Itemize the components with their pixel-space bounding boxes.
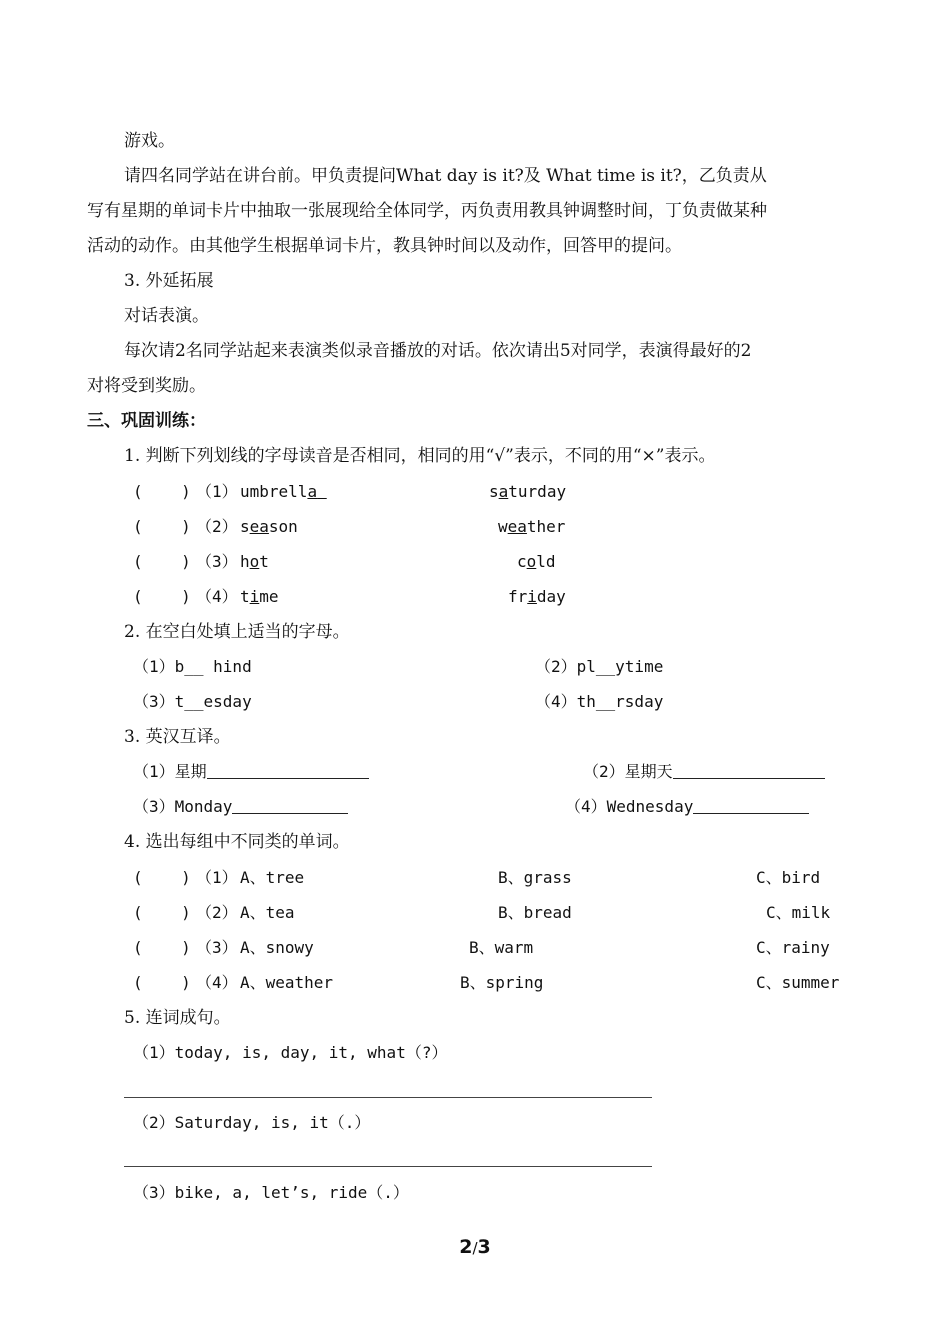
question-title: 2. 在空白处填上适当的字母。 — [124, 622, 350, 642]
paragraph-line: 写有星期的单词卡片中抽取一张展现给全体同学，丙负责用教具钟调整时间，丁负责做某种 — [87, 201, 767, 221]
question-title: 3. 英汉互译。 — [124, 727, 231, 747]
paragraph-line: 活动的动作。由其他学生根据单词卡片，教具钟时间以及动作，回答甲的提问。 — [87, 236, 682, 256]
option-c: C、milk — [766, 903, 831, 922]
paragraph-line: 对将受到奖励。 — [87, 376, 206, 396]
fill-item: （2）pl__ytime — [535, 657, 664, 676]
question-title: 5. 连词成句。 — [124, 1008, 231, 1028]
sentence-item: （2）Saturday, is, it（.） — [133, 1113, 371, 1132]
paragraph-line: 对话表演。 — [124, 306, 209, 326]
word-b: weather — [498, 517, 566, 536]
option-c: C、rainy — [756, 938, 830, 957]
answer-line — [124, 1166, 652, 1167]
answer-paren: ( ) — [133, 587, 191, 606]
option-b: B、warm — [469, 938, 534, 957]
item-number: （2） — [196, 903, 238, 922]
option-a: A、weather — [240, 973, 334, 992]
paragraph-line: 请四名同学站在讲台前。甲负责提问What day is it?及 What time is it?，乙负责从 — [124, 166, 767, 186]
answer-paren: ( ) — [133, 903, 191, 922]
item-number: （1） — [196, 868, 238, 887]
option-c: C、summer — [756, 973, 840, 992]
answer-paren: ( ) — [133, 868, 191, 887]
page-number: 2/3 — [459, 1236, 491, 1258]
item-number: （3） — [196, 552, 238, 571]
answer-paren: ( ) — [133, 517, 191, 536]
item-number: （4） — [196, 973, 238, 992]
word-a: hot — [240, 552, 269, 571]
translate-item: （3）Monday — [133, 795, 348, 819]
sentence-item: （1）today, is, day, it, what（?） — [133, 1043, 448, 1062]
option-c: C、bird — [756, 868, 821, 887]
sentence-item: （3）bike, a, let’s, ride（.） — [133, 1183, 409, 1202]
word-a: umbrella — [240, 482, 318, 501]
word-a: time — [240, 587, 279, 606]
section-title: 三、巩固训练： — [87, 411, 206, 431]
answer-paren: ( ) — [133, 938, 191, 957]
paragraph-line: 每次请2名同学站起来表演类似录音播放的对话。依次请出5对同学，表演得最好的2 — [124, 341, 752, 361]
answer-paren: ( ) — [133, 973, 191, 992]
option-a: A、snowy — [240, 938, 314, 957]
translate-item: （1）星期 — [133, 760, 369, 784]
answer-line — [124, 1097, 652, 1098]
paragraph-line: 游戏。 — [124, 131, 175, 151]
item-number: （3） — [196, 938, 238, 957]
answer-paren: ( ) — [133, 552, 191, 571]
option-b: B、bread — [498, 903, 572, 922]
translate-item: （4）Wednesday — [565, 795, 809, 819]
item-number: （4） — [196, 587, 238, 606]
option-a: A、tree — [240, 868, 305, 887]
translate-item: （2）星期天 — [583, 760, 825, 784]
word-b: saturday — [489, 482, 567, 501]
item-number: （2） — [196, 517, 238, 536]
subheading: 3. 外延拓展 — [124, 271, 214, 291]
fill-item: （4）th__rsday — [535, 692, 664, 711]
fill-item: （1）b__ hind — [133, 657, 252, 676]
question-title: 4. 选出每组中不同类的单词。 — [124, 832, 350, 852]
fill-item: （3）t__esday — [133, 692, 252, 711]
word-b: cold — [517, 552, 556, 571]
word-b: friday — [508, 587, 566, 606]
item-number: （1） — [196, 482, 238, 501]
option-b: B、grass — [498, 868, 572, 887]
option-a: A、tea — [240, 903, 295, 922]
word-a: season — [240, 517, 298, 536]
question-title: 1. 判断下列划线的字母读音是否相同，相同的用“√”表示，不同的用“×”表示。 — [124, 446, 716, 466]
option-b: B、spring — [460, 973, 544, 992]
answer-paren: ( ) — [133, 482, 191, 501]
